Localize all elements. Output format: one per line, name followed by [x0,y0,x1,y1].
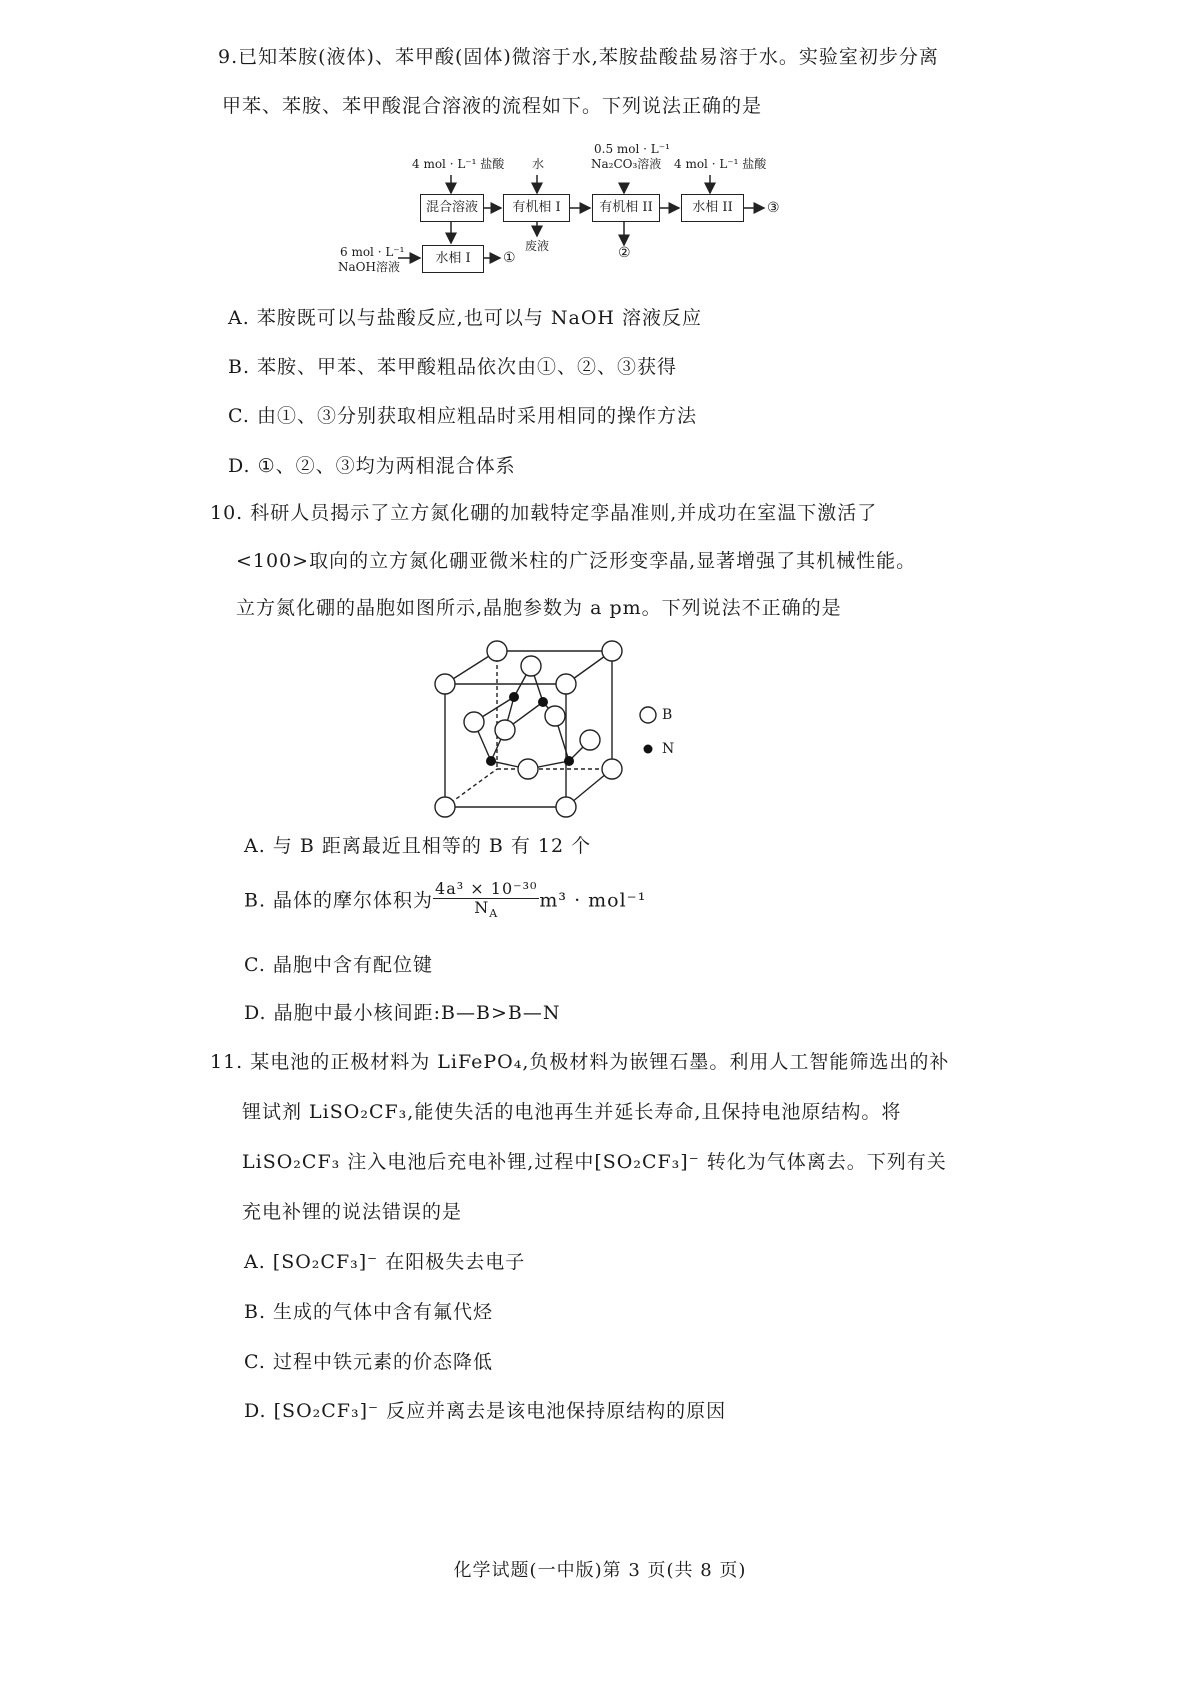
molar-volume-fraction [433,880,539,923]
fraction-denominator [433,899,539,923]
reagent-na2co3-conc: 0.5 mol · L⁻¹ [594,142,670,156]
output-3: ③ [767,200,780,216]
q9-stem-line1: 9.已知苯胺(液体)、苯甲酸(固体)微溶于水,苯胺盐酸盐易溶于水。实验室初步分离 [218,46,939,68]
legend-b-label: B [662,707,673,723]
fraction-numerator: 4a³ × 10⁻³⁰ [435,879,538,898]
q9-stem-line2: 甲苯、苯胺、苯甲酸混合溶液的流程如下。下列说法正确的是 [222,95,763,117]
q11-option-c: C. 过程中铁元素的价态降低 [244,1351,493,1373]
output-1: ① [503,250,516,266]
output-2: ② [618,245,631,261]
reagent-naoh: NaOH溶液 [338,260,400,274]
q10-option-b-unit: m³ · mol⁻¹ [539,889,647,912]
q10-option-c: C. 晶胞中含有配位键 [244,954,433,976]
q9-option-b: B. 苯胺、甲苯、苯甲酸粗品依次由①、②、③获得 [228,356,678,378]
box-aqueous-phase-1: 水相 I [422,245,484,273]
crystal-unit-cell-figure [0,640,1200,840]
q11-stem-line1: 11. 某电池的正极材料为 LiFePO₄,负极材料为嵌锂石墨。利用人工智能筛选出的补 [210,1051,950,1073]
box-mixed-solution: 混合溶液 [420,194,484,222]
q10-option-b [244,880,646,923]
q11-stem-line3: LiSO₂CF₃ 注入电池后充电补锂,过程中[SO₂CF₃]⁻ 转化为气体离去。下列有关 [242,1151,947,1173]
box-organic-phase-2: 有机相 II [592,194,660,222]
waste-liquid: 废液 [525,239,550,253]
q10-stem-line2: <100>取向的立方氮化硼亚微米柱的广泛形变孪晶,显著增强了其机械性能。 [236,550,917,572]
q10-stem-line1: 10. 科研人员揭示了立方氮化硼的加载特定孪晶准则,并成功在室温下激活了 [210,502,878,524]
box-organic-phase-1: 有机相 I [503,194,570,222]
q9-option-a: A. 苯胺既可以与盐酸反应,也可以与 NaOH 溶液反应 [228,307,703,329]
reagent-na2co3: Na₂CO₃溶液 [591,157,662,171]
q11-stem-line2: 锂试剂 LiSO₂CF₃,能使失活的电池再生并延长寿命,且保持电池原结构。将 [242,1101,902,1123]
q10-option-b-prefix: B. 晶体的摩尔体积为 [244,889,434,912]
q11-option-b: B. 生成的气体中含有氟代烃 [244,1301,494,1323]
q9-option-c: C. 由①、③分别获取相应粗品时采用相同的操作方法 [228,405,697,427]
reagent-hcl-1: 4 mol · L⁻¹ 盐酸 [412,157,505,171]
q11-stem-line4: 充电补锂的说法错误的是 [242,1201,463,1223]
q10-option-a: A. 与 B 距离最近且相等的 B 有 12 个 [244,835,592,857]
q10-stem-line3: 立方氮化硼的晶胞如图所示,晶胞参数为 a pm。下列说法不正确的是 [236,597,842,619]
reagent-hcl-2: 4 mol · L⁻¹ 盐酸 [674,157,767,171]
box-aqueous-phase-2: 水相 II [681,194,744,222]
avogadro-subscript: A [489,907,499,921]
avogadro-symbol: N [474,898,490,917]
q11-option-d: D. [SO₂CF₃]⁻ 反应并离去是该电池保持原结构的原因 [244,1400,727,1422]
q9-option-d: D. ①、②、③均为两相混合体系 [228,455,516,477]
reagent-naoh-conc: 6 mol · L⁻¹ [340,245,405,259]
reagent-water: 水 [532,157,545,171]
q10-option-d: D. 晶胞中最小核间距:B—B>B—N [244,1002,561,1024]
page-footer: 化学试题(一中版)第 3 页(共 8 页) [453,1560,747,1581]
legend-n-label: N [662,741,675,757]
q11-option-a: A. [SO₂CF₃]⁻ 在阳极失去电子 [244,1251,526,1273]
